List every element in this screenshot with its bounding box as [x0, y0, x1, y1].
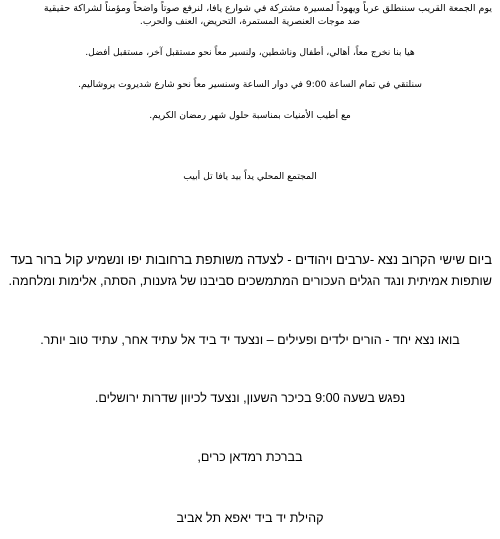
arabic-paragraph-1-line-2: ضد موجات العنصرية المستمرة، التحريض، العنف والحرب. [139, 16, 361, 27]
hebrew-paragraph-4: בברכת רמדאן כרים, [197, 450, 303, 464]
hebrew-paragraph-1-line-1: ביום שישי הקרוב נצא -ערבים ויהודים - לצעדה משותפת ברחובות יפו ונשמיע קול ברור בעד [10, 252, 492, 267]
hebrew-paragraph-1-line-2: שותפות אמיתית ונגד הגלים העכורים המתמשכים סביבנו של גזענות, הסתה, אלימות ומלחמה. [8, 274, 492, 288]
hebrew-paragraph-3: נפגש בשעה 9:00 בכיכר השעון, ונצעד לכיוון שדרות ירושלים. [94, 391, 406, 405]
hebrew-signature: קהילת יד ביד יאפא תל אביב [176, 511, 324, 525]
arabic-paragraph-2: هيا بنا نخرج معاً، أهالي، أطفال وناشطين، ولنسير معاً نحو مستقبل آخر، مستقبل أفضل. [85, 47, 415, 58]
hebrew-paragraph-2: בואו נצא יחד - הורים ילדים ופעילים – ונצעד יד ביד אל עתיד אחר, עתיד טוב יותר. [40, 333, 460, 347]
arabic-signature: المجتمع المحلي يداً بيد يافا تل أبيب [183, 171, 317, 182]
arabic-paragraph-3: سنلتقي في تمام الساعة 9:00 في دوار الساعة وسنسير معاً نحو شارع شديروت يروشاليم. [78, 79, 422, 90]
arabic-paragraph-4: مع أطيب الأمنيات بمناسبة حلول شهر رمضان الكريم. [149, 110, 351, 121]
arabic-paragraph-1-line-1: يوم الجمعة القريب سننطلق عرباً ويهوداً لمسيرة مشتركة في شوارع يافا، لنرفع صوتاً واضحاً ومؤمناً لشراكة حقيقية [43, 3, 492, 14]
